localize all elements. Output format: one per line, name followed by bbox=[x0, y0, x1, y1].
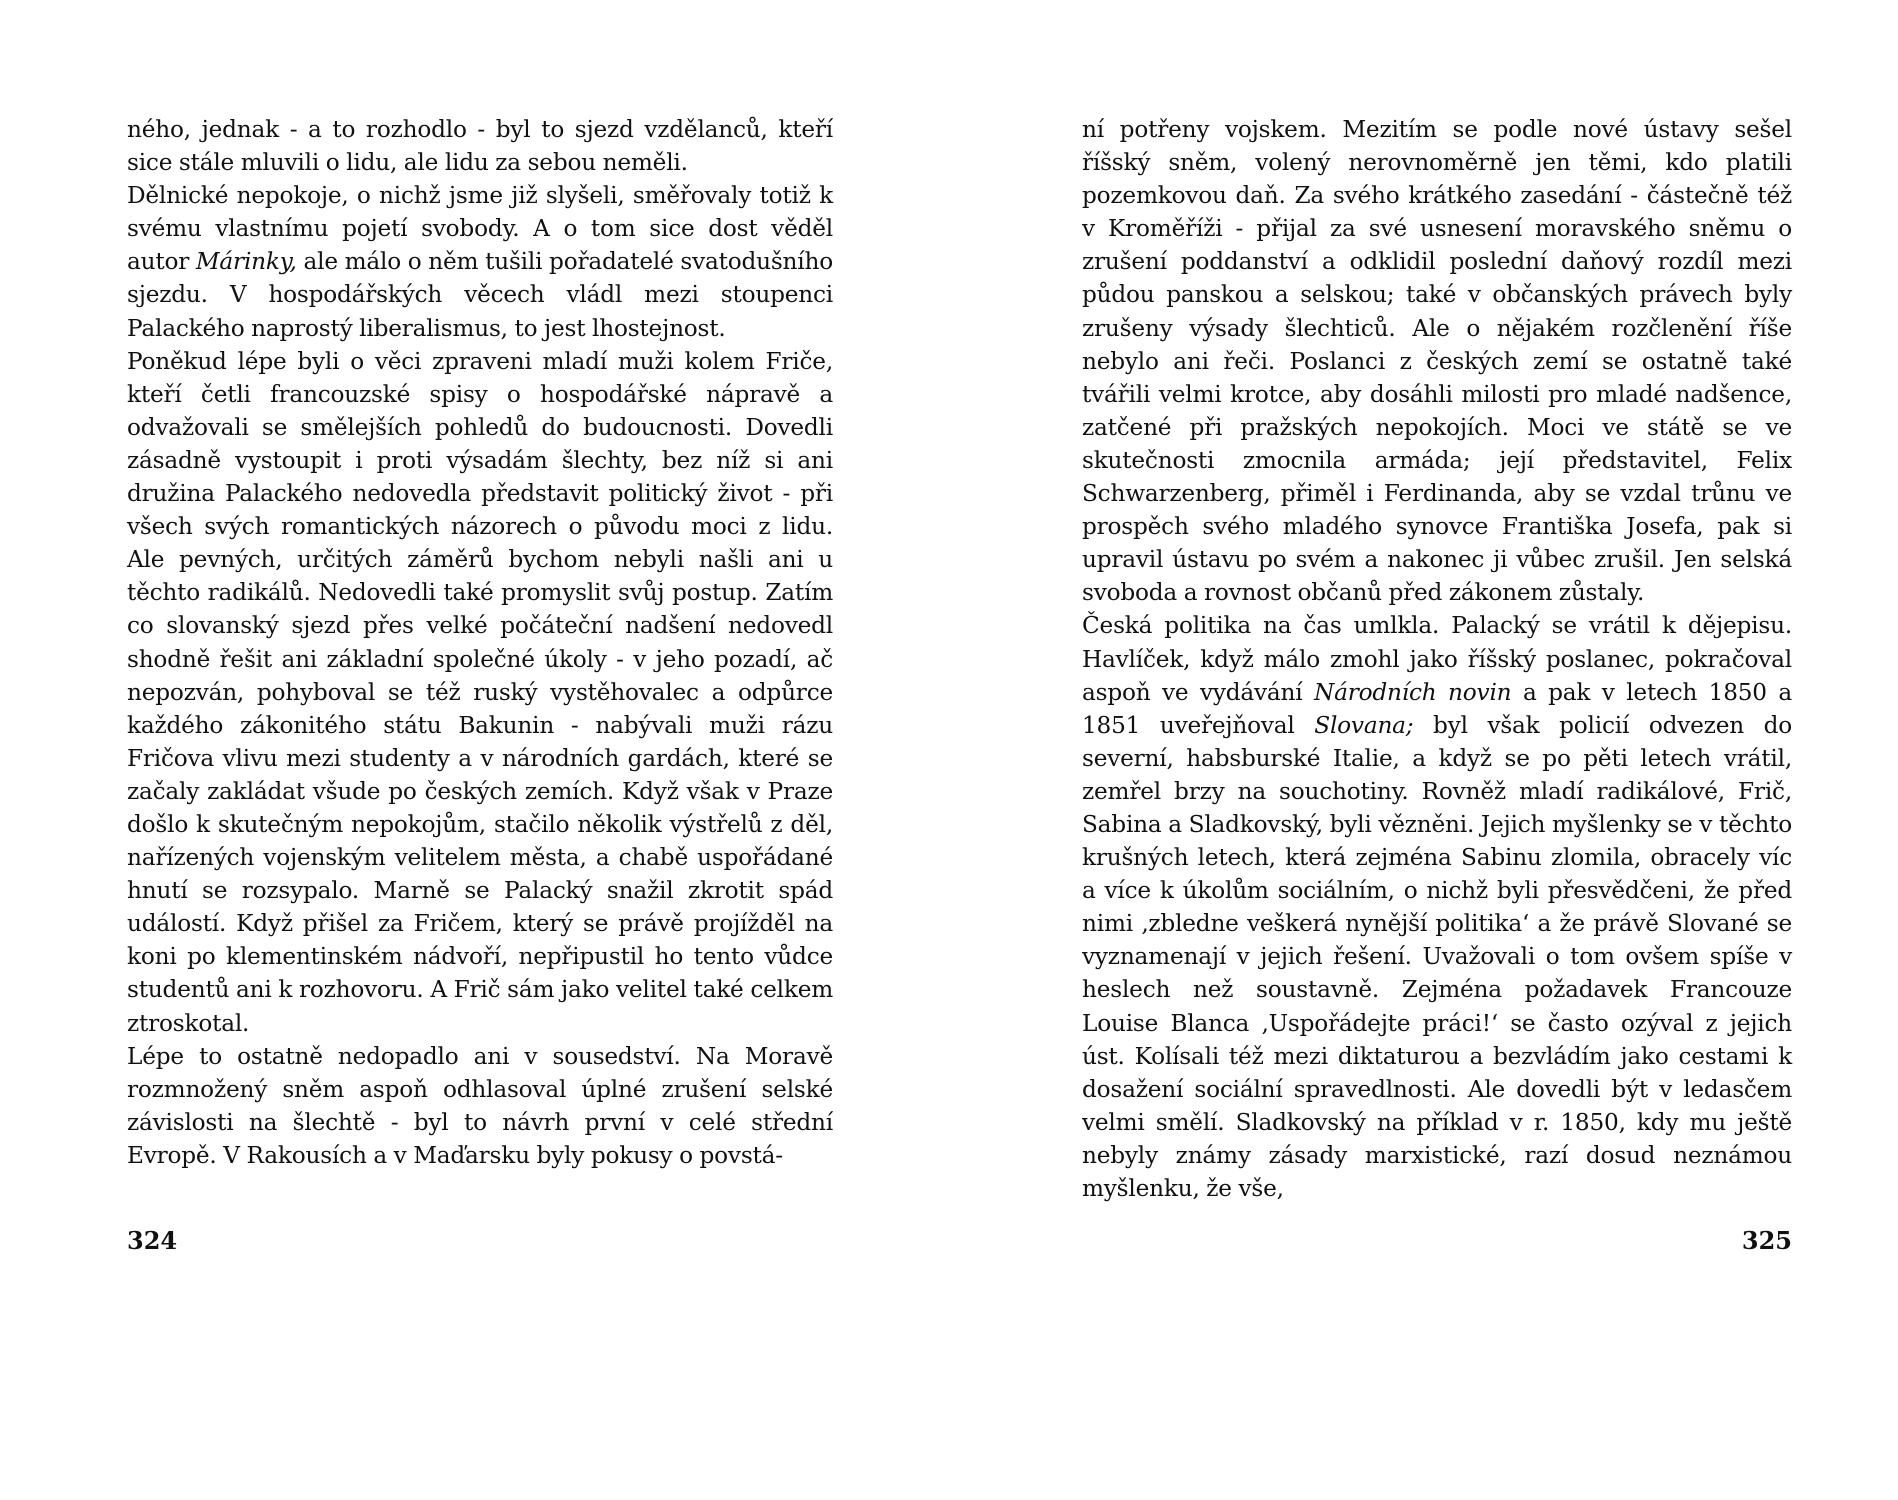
left-page-number: 324 bbox=[127, 1226, 178, 1255]
paragraph bbox=[127, 345, 833, 1040]
paragraph bbox=[127, 1040, 833, 1172]
text-run: a pak v letech 1850 a 1851 uveřejňoval bbox=[1082, 678, 1793, 739]
text-run: Česká politika na čas umlkla. Palacký se vrátil k dějepisu. Havlíček, když málo zmohl jako říšský poslanec, pokračoval aspoň ve vydávání bbox=[1082, 612, 1792, 706]
paragraph bbox=[127, 113, 833, 179]
right-page-text bbox=[1082, 113, 1792, 1205]
paragraph bbox=[1082, 609, 1792, 1205]
text-run: Dělnické nepokoje, o nichž jsme již slyšeli, směřovaly totiž k svému vlastnímu pojetí svobody. A o tom sice dost věděl autor bbox=[127, 182, 833, 276]
text-run: ní potřeny vojskem. Mezitím se podle nové ústavy sešel říšský sněm, volený nerovnoměrně jen těmi, kdo platili pozemkovou daň. Za svého krátkého zasedání - částečně též v Kroměříži - přijal za své usnesení moravského sněmu o zrušení poddanství a odklidil poslední daňový rozdíl mezi půdou panskou a selskou; také v občanských právech byly zrušeny výsady šlechticů. Ale o nějakém rozčlenění říše nebylo ani řeči. Poslanci z českých zemí se ostatně také tvářili velmi krotce, aby dosáhli milosti pro mladé nadšence, zatčené při pražských nepokojích. Moci ve státě se ve skutečnosti zmocnila armáda; její představitel, Felix Schwarzenberg, přiměl i Ferdinanda, aby se vzdal trůnu ve prospěch svého mladého synovce Františka Josefa, pak si upravil ústavu po svém a nakonec ji vůbec zrušil. Jen selská svoboda a rovnost občanů před zákonem zůstaly. bbox=[1082, 116, 1792, 607]
paragraph bbox=[1082, 113, 1792, 609]
right-page bbox=[949, 0, 1898, 1500]
italic-title: Márinky, bbox=[195, 248, 297, 276]
text-run: Lépe to ostatně nedopadlo ani v sousedství. Na Moravě rozmnožený sněm aspoň odhlasoval úplné zrušení selské závislosti na šlechtě - byl to návrh první v celé střední Evropě. V Rakousích a v Maďarsku byly pokusy o povstá- bbox=[127, 1042, 833, 1169]
text-run: byl však policií odvezen do severní, habsburské Italie, a když se po pěti letech vrátil, zemřel brzy na souchotiny. Rovněž mladí radikálové, Frič, Sabina a Sladkovský, byli vězněni. Jejich myšlenky se v těchto krušných letech, která zejména Sabinu zlomila, obracely víc a více k úkolům sociálním, o nichž byli přesvědčeni, že před nimi ‚zbledne veškerá nynější politika‘ a že právě Slované se vyznamenají v jejich řešení. Uvažovali o tom ovšem spíše v heslech než soustavně. Zejména požadavek Francouze Louise Blanca ‚Uspořádejte práci!‘ se často ozýval z jejich úst. Kolísali též mezi diktaturou a bezvládím jako cestami k dosažení sociální spravedlnosti. Ale dovedli být v ledasčem velmi smělí. Sladkovský na příklad v r. 1850, kdy mu ještě nebyly známy zásady marxistické, razí dosud neznámou myšlenku, že vše, bbox=[1082, 711, 1792, 1202]
left-page-text bbox=[127, 113, 833, 1172]
italic-title: Národních novin bbox=[1314, 678, 1512, 706]
italic-title: Slovana; bbox=[1314, 711, 1414, 739]
text-run: ale málo o něm tušili pořadatelé svatodušního sjezdu. V hospodářských věcech vládl mezi stoupenci Palackého naprostý liberalismus, to jest lhostejnost. bbox=[127, 248, 833, 342]
text-run: ného, jednak - a to rozhodlo - byl to sjezd vzdělanců, kteří sice stále mluvili o lidu, ale lidu za sebou neměli. bbox=[127, 116, 833, 177]
right-page-number: 325 bbox=[1741, 1226, 1792, 1255]
text-run: Poněkud lépe byli o věci zpraveni mladí muži kolem Friče, kteří četli francouzské spisy o hospodářské nápravě a odvažovali se smělejších pohledů do budoucnosti. Dovedli zásadně vystoupit i proti výsadám šlechty, bez níž si ani družina Palackého nedovedla představit politický život - při všech svých romantických názorech o původu moci z lidu. Ale pevných, určitých záměrů bychom nebyli našli ani u těchto radikálů. Nedovedli také promyslit svůj postup. Zatím co slovanský sjezd přes velké počáteční nadšení nedovedl shodně řešit ani základní společné úkoly - v jeho pozadí, ač nepozván, pohyboval se též ruský vystěhovalec a odpůrce každého zákonitého státu Bakunin - nabývali muži rázu Fričova vlivu mezi studenty a v národních gardách, které se začaly zakládat všude po českých zemích. Když však v Praze došlo k skutečným nepokojům, stačilo několik výstřelů z děl, nařízených vojenským velitelem města, a chabě uspořádané hnutí se rozsypalo. Marně se Palacký snažil zkrotit spád událostí. Když přišel za Fričem, který se právě projížděl na koni po klementinském nádvoří, nepřipustil ho tento vůdce studentů ani k rozhovoru. A Frič sám jako velitel také celkem ztroskotal. bbox=[127, 347, 833, 1037]
paragraph bbox=[127, 179, 833, 344]
